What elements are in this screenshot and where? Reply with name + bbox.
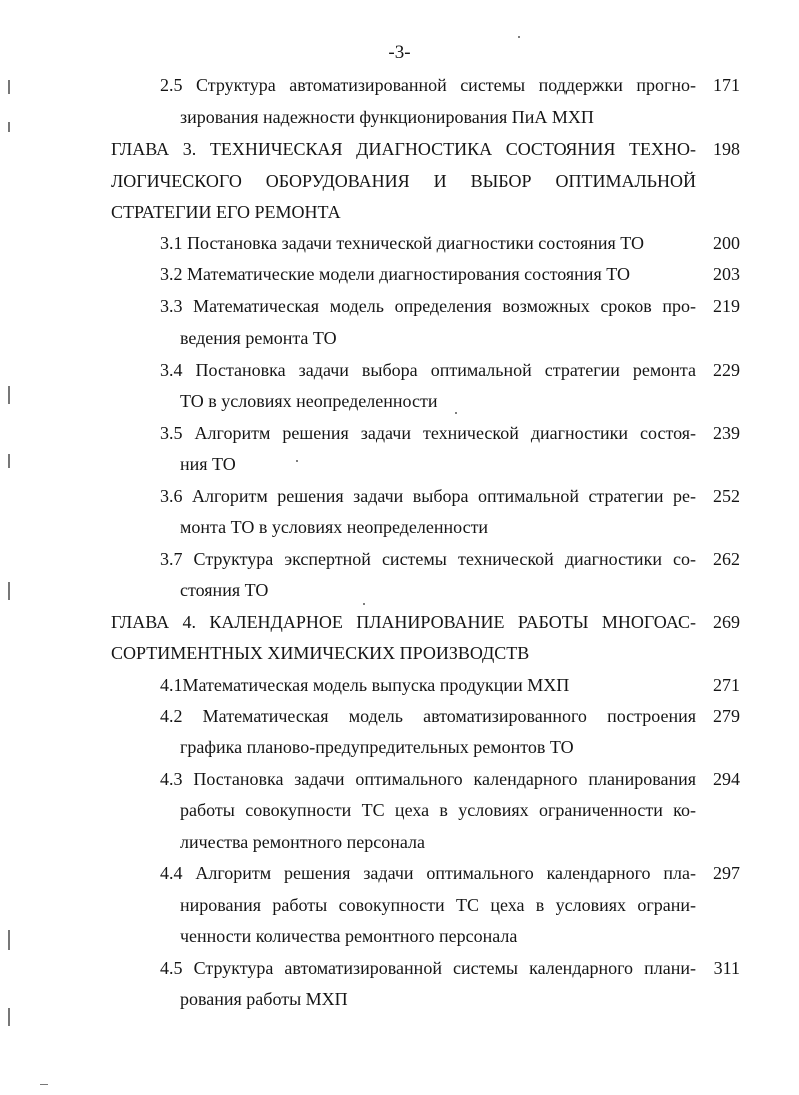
toc-entry-line: 3.2 Математические модели диагностирования состояния ТО [160,264,630,284]
toc-page-ref: 269 [713,612,740,632]
toc-entry-line: 4.1Математическая модель выпуска продукции МХП [160,675,570,695]
toc-entry-line: 4.2 Математическая модель автоматизированного построения [160,706,696,726]
toc-entry-line: нирования работы совокупности ТС цеха в условиях ограни- [180,895,696,915]
toc-entry-line: 3.6 Алгоритм решения задачи выбора оптимальной стратегии ре- [160,486,696,506]
scan-speck [296,460,298,462]
scan-speck [518,36,520,38]
toc-page-ref: 229 [713,360,740,380]
toc-page-ref: 252 [713,486,740,506]
toc-page-ref: 262 [713,549,740,569]
scan-edge-mark [8,454,10,468]
toc-entry-line: графика планово-предупредительных ремонтов ТО [180,737,574,757]
scan-speck [363,603,365,605]
toc-page-ref: 294 [713,769,740,789]
toc-entry-line: ГЛАВА 3. ТЕХНИЧЕСКАЯ ДИАГНОСТИКА СОСТОЯНИЯ ТЕХНО- [111,139,696,159]
toc-entry-line: работы совокупности ТС цеха в условиях ограниченности ко- [180,800,696,820]
page-number: -3- [388,42,411,63]
toc-entry-line: рования работы МХП [180,989,348,1009]
toc-entry-line: зирования надежности функционирования ПиА МХП [180,107,594,127]
scan-edge-mark [8,80,10,94]
toc-entry-line: ченности количества ремонтного персонала [180,926,518,946]
toc-entry-line: 3.1 Постановка задачи технической диагностики состояния ТО [160,233,645,253]
toc-entry-line: СОРТИМЕНТНЫХ ХИМИЧЕСКИХ ПРОИЗВОДСТВ [111,643,530,663]
scan-edge-mark [8,122,10,132]
toc-page-ref: 311 [713,958,740,978]
toc-page-ref: 203 [713,264,740,284]
toc-entry-line: 4.3 Постановка задачи оптимального календарного планирования [160,769,696,789]
toc-entry-line: 2.5 Структура автоматизированной системы поддержки прогно- [160,75,696,95]
toc-page-ref: 239 [713,423,740,443]
scan-edge-mark [8,386,10,404]
toc-page-ref: 171 [713,75,740,95]
scan-edge-mark [8,1008,10,1026]
toc-page-ref: 198 [713,139,740,159]
toc-entry-line: ния ТО [180,454,236,474]
scan-edge-mark [40,1084,48,1085]
toc-entry-line: монта ТО в условиях неопределенности [180,517,489,537]
toc-entry-line: 3.3 Математическая модель определения возможных сроков про- [160,296,696,316]
toc-entry-line: 4.4 Алгоритм решения задачи оптимального календарного пла- [160,863,696,883]
toc-entry-line: ГЛАВА 4. КАЛЕНДАРНОЕ ПЛАНИРОВАНИЕ РАБОТЫ МНОГОАС- [111,612,696,632]
toc-entry-line: стояния ТО [180,580,269,600]
toc-page-ref: 219 [713,296,740,316]
toc-entry-line: 4.5 Структура автоматизированной системы календарного плани- [160,958,696,978]
scan-speck [455,412,457,414]
toc-entry-line: ЛОГИЧЕСКОГО ОБОРУДОВАНИЯ И ВЫБОР ОПТИМАЛЬНОЙ [111,171,696,191]
toc-entry-line: 3.7 Структура экспертной системы технической диагностики со- [160,549,696,569]
toc-page-ref: 200 [713,233,740,253]
toc-entry-line: 3.4 Постановка задачи выбора оптимальной стратегии ремонта [160,360,696,380]
toc-entry-line: ТО в условиях неопределенности [180,391,438,411]
toc-entry-line: СТРАТЕГИИ ЕГО РЕМОНТА [111,202,341,222]
toc-page-ref: 297 [713,863,740,883]
toc-entry-line: личества ремонтного персонала [180,832,426,852]
toc-entry-line: 3.5 Алгоритм решения задачи технической диагностики состоя- [160,423,696,443]
scan-edge-mark [8,930,10,950]
toc-page-ref: 271 [713,675,740,695]
toc-page-ref: 279 [713,706,740,726]
scan-edge-mark [8,582,10,600]
toc-entry-line: ведения ремонта ТО [180,328,337,348]
